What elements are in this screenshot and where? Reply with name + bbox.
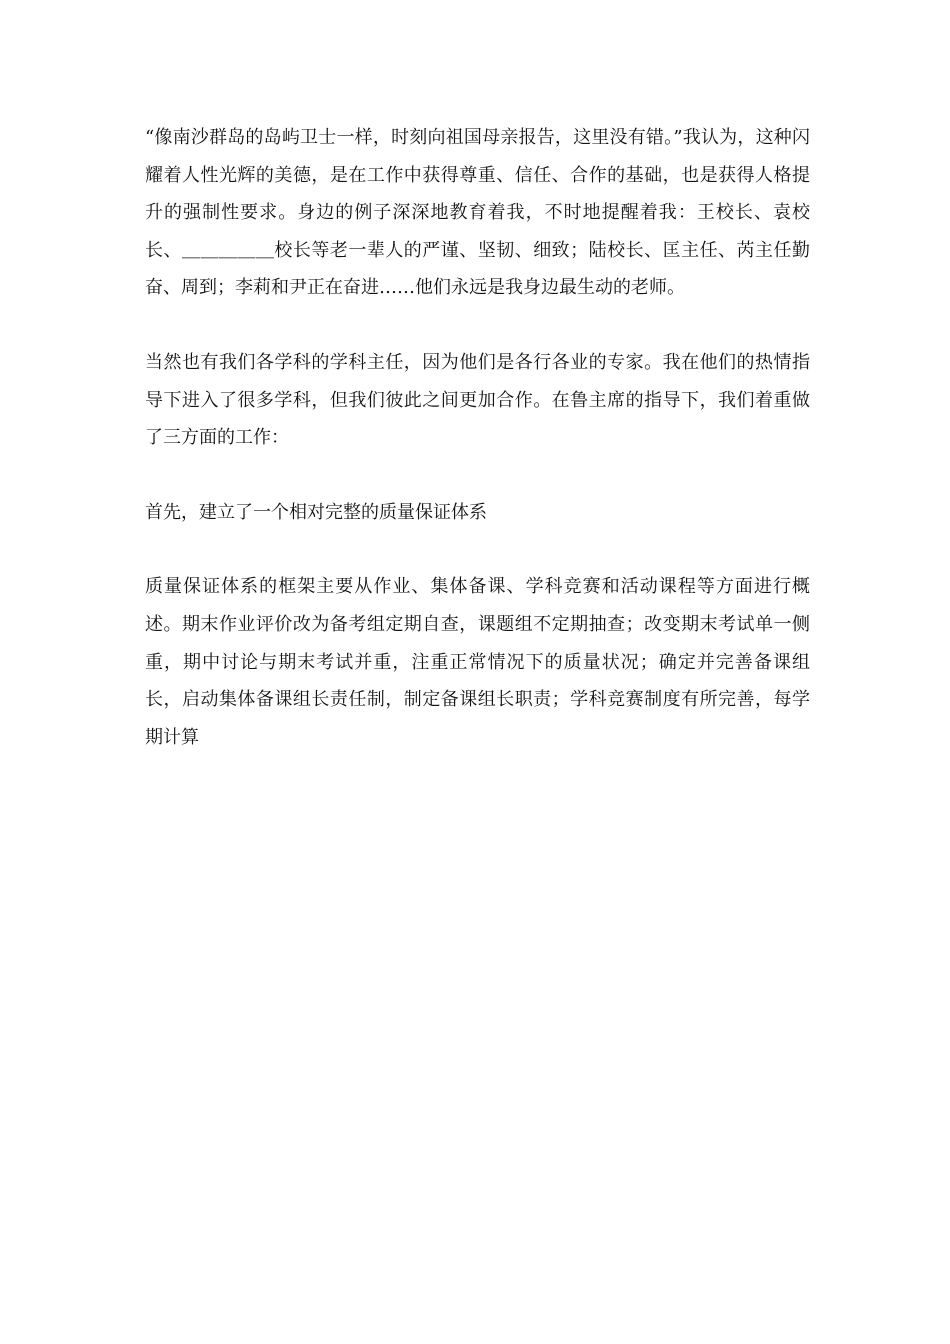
paragraph-subject-directors: 当然也有我们各学科的学科主任，因为他们是各行各业的专家。我在他们的热情指导下进入了很多学科，但我们彼此之间更加合作。在鲁主席的指导下，我们着重做了三方面的工作： [145, 351, 810, 449]
paragraph-quality-system: 质量保证体系的框架主要从作业、集体备课、学科竞赛和活动课程等方面进行概述。期末作业评价改为备考组定期自查，课题组不定期抽查；改变期末考试单一侧重，期中讨论与期末考试并重，注重正常情况下的质量状况；确定并完善备课组长，启动集体备课组长责任制，制定备课组长职责；学科竞赛制度有所完善，每学期计算 [145, 576, 810, 748]
paragraph-role-models: “像南沙群岛的岛屿卫士一样，时刻向祖国母亲报告，这里没有错。”我认为，这种闪耀着人性光辉的美德，是在工作中获得尊重、信任、合作的基础，也是获得人格提升的强制性要求。身边的例子深深地教育着我，不时地提醒着我：王校长、袁校长、＿＿＿＿＿校长等老一辈人的严谨、坚韧、细致；陆校长、匡主任、芮主任勤奋、周到；李莉和尹正在奋进……他们永远是我身边最生动的老师。 [145, 127, 810, 299]
paragraph-heading-first: 首先，建立了一个相对完整的质量保证体系 [145, 501, 487, 523]
document-body [145, 119, 810, 756]
